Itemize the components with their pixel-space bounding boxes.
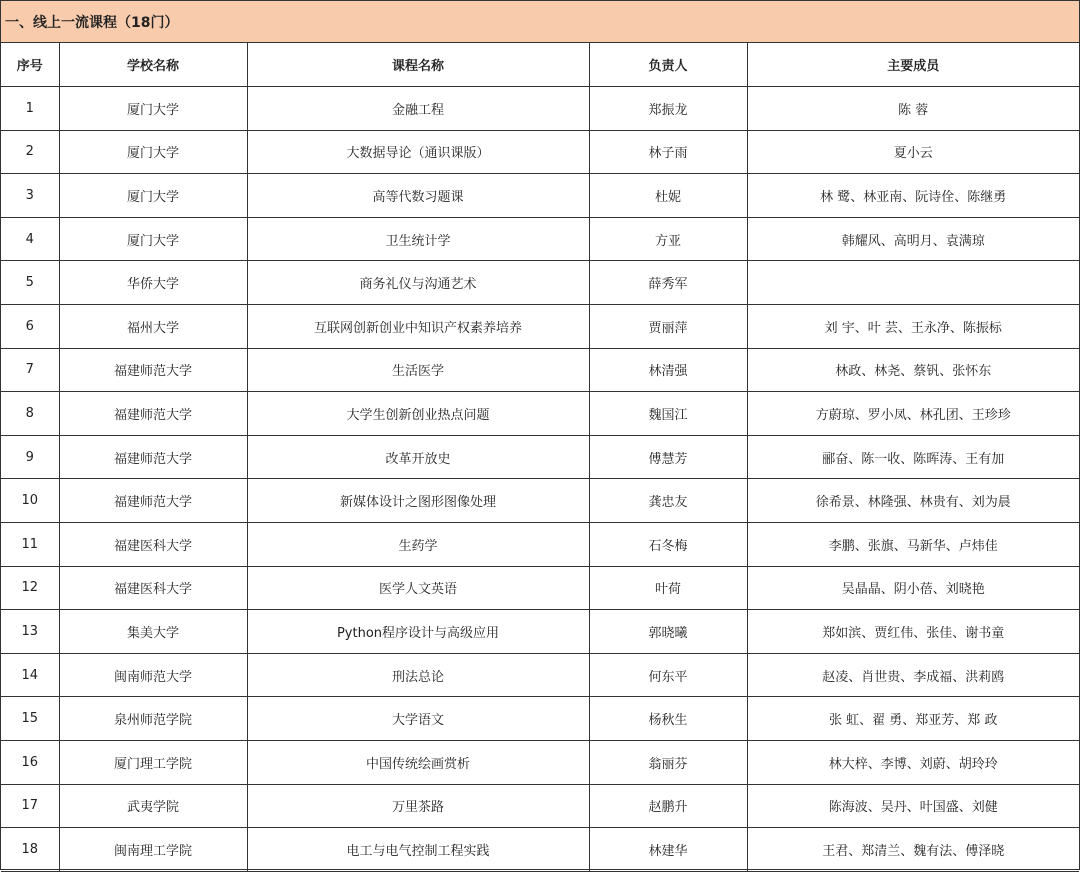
cell-school: 厦门理工学院 bbox=[59, 740, 247, 784]
cell-course: 大数据导论（通识课版） bbox=[247, 130, 589, 174]
cell-lead: 贾丽萍 bbox=[589, 304, 747, 348]
cell-lead: 魏国江 bbox=[589, 392, 747, 436]
cell-school: 福建师范大学 bbox=[59, 392, 247, 436]
cell-index: 10 bbox=[1, 479, 59, 523]
section-title: 一、线上一流课程（18门） bbox=[1, 1, 1079, 43]
header-index: 序号 bbox=[1, 43, 59, 87]
cell-index: 11 bbox=[1, 522, 59, 566]
cell-course: 大学生创新创业热点问题 bbox=[247, 392, 589, 436]
cell-members: 夏小云 bbox=[747, 130, 1079, 174]
cell-index: 1 bbox=[1, 87, 59, 131]
cell-members: 王君、郑清兰、魏有法、傅泽晓 bbox=[747, 828, 1079, 872]
header-course: 课程名称 bbox=[247, 43, 589, 87]
cell-course: 卫生统计学 bbox=[247, 217, 589, 261]
cell-school: 集美大学 bbox=[59, 610, 247, 654]
table-row bbox=[1, 130, 1079, 174]
cell-index: 14 bbox=[1, 653, 59, 697]
cell-course: 新媒体设计之图形图像处理 bbox=[247, 479, 589, 523]
cell-members: 李鹏、张旗、马新华、卢炜佳 bbox=[747, 522, 1079, 566]
table-row bbox=[1, 87, 1079, 131]
cell-lead: 石冬梅 bbox=[589, 522, 747, 566]
cell-index: 16 bbox=[1, 740, 59, 784]
cell-lead: 林清强 bbox=[589, 348, 747, 392]
cell-course: 商务礼仪与沟通艺术 bbox=[247, 261, 589, 305]
cell-lead: 龚忠友 bbox=[589, 479, 747, 523]
cell-school: 武夷学院 bbox=[59, 784, 247, 828]
cell-course: 生活医学 bbox=[247, 348, 589, 392]
cell-school: 厦门大学 bbox=[59, 174, 247, 218]
cell-index: 13 bbox=[1, 610, 59, 654]
cell-members: 赵凌、肖世贵、李成福、洪莉鸥 bbox=[747, 653, 1079, 697]
cell-school: 闽南师范大学 bbox=[59, 653, 247, 697]
table-row bbox=[1, 784, 1079, 828]
cell-course: 大学语文 bbox=[247, 697, 589, 741]
table-body bbox=[1, 87, 1079, 872]
cell-course: 金融工程 bbox=[247, 87, 589, 131]
table-row bbox=[1, 566, 1079, 610]
cell-course: 电工与电气控制工程实践 bbox=[247, 828, 589, 872]
cell-index: 12 bbox=[1, 566, 59, 610]
cell-lead: 方亚 bbox=[589, 217, 747, 261]
cell-lead: 郭晓曦 bbox=[589, 610, 747, 654]
cell-lead: 何东平 bbox=[589, 653, 747, 697]
cell-members: 陈海波、吴丹、叶国盛、刘健 bbox=[747, 784, 1079, 828]
cell-school: 福建医科大学 bbox=[59, 566, 247, 610]
cell-course: 互联网创新创业中知识产权素养培养 bbox=[247, 304, 589, 348]
cell-school: 福建师范大学 bbox=[59, 479, 247, 523]
table-row bbox=[1, 610, 1079, 654]
cell-members: 刘 宇、叶 芸、王永净、陈振标 bbox=[747, 304, 1079, 348]
cell-index: 7 bbox=[1, 348, 59, 392]
cell-lead: 林建华 bbox=[589, 828, 747, 872]
table-row bbox=[1, 435, 1079, 479]
cell-school: 厦门大学 bbox=[59, 87, 247, 131]
cell-members: 方蔚琼、罗小凤、林孔团、王珍珍 bbox=[747, 392, 1079, 436]
cell-school: 华侨大学 bbox=[59, 261, 247, 305]
table-row bbox=[1, 828, 1079, 872]
cell-index: 6 bbox=[1, 304, 59, 348]
table-row bbox=[1, 261, 1079, 305]
cell-course: 医学人文英语 bbox=[247, 566, 589, 610]
header-school: 学校名称 bbox=[59, 43, 247, 87]
cell-school: 福建师范大学 bbox=[59, 348, 247, 392]
table-row bbox=[1, 697, 1079, 741]
cell-lead: 叶荷 bbox=[589, 566, 747, 610]
cell-members: 林 鹭、林亚南、阮诗佺、陈继勇 bbox=[747, 174, 1079, 218]
cell-members: 韩耀风、高明月、袁满琼 bbox=[747, 217, 1079, 261]
table-row bbox=[1, 304, 1079, 348]
cell-lead: 傅慧芳 bbox=[589, 435, 747, 479]
cell-members: 陈 蓉 bbox=[747, 87, 1079, 131]
cell-course: 万里茶路 bbox=[247, 784, 589, 828]
cell-index: 4 bbox=[1, 217, 59, 261]
cell-school: 福建医科大学 bbox=[59, 522, 247, 566]
table-row bbox=[1, 740, 1079, 784]
cell-index: 15 bbox=[1, 697, 59, 741]
cell-school: 福州大学 bbox=[59, 304, 247, 348]
cell-course: 生药学 bbox=[247, 522, 589, 566]
header-members: 主要成员 bbox=[747, 43, 1079, 87]
table-row bbox=[1, 174, 1079, 218]
cell-members bbox=[747, 261, 1079, 305]
cell-index: 8 bbox=[1, 392, 59, 436]
table-row bbox=[1, 217, 1079, 261]
cell-members: 郑如滨、贾红伟、张佳、谢书童 bbox=[747, 610, 1079, 654]
cell-course: 改革开放史 bbox=[247, 435, 589, 479]
cell-school: 福建师范大学 bbox=[59, 435, 247, 479]
cell-lead: 杜妮 bbox=[589, 174, 747, 218]
cell-course: Python程序设计与高级应用 bbox=[247, 610, 589, 654]
cell-members: 吴晶晶、阴小蓓、刘晓艳 bbox=[747, 566, 1079, 610]
cell-school: 厦门大学 bbox=[59, 130, 247, 174]
cell-index: 18 bbox=[1, 828, 59, 872]
table-row bbox=[1, 522, 1079, 566]
cell-lead: 赵鹏升 bbox=[589, 784, 747, 828]
cell-index: 3 bbox=[1, 174, 59, 218]
cell-index: 9 bbox=[1, 435, 59, 479]
table-row bbox=[1, 479, 1079, 523]
cell-members: 林大梓、李博、刘蔚、胡玲玲 bbox=[747, 740, 1079, 784]
cell-members: 徐希景、林隆强、林贵有、刘为晨 bbox=[747, 479, 1079, 523]
cell-lead: 薛秀军 bbox=[589, 261, 747, 305]
cell-course: 高等代数习题课 bbox=[247, 174, 589, 218]
cell-school: 泉州师范学院 bbox=[59, 697, 247, 741]
cell-school: 厦门大学 bbox=[59, 217, 247, 261]
cell-lead: 郑振龙 bbox=[589, 87, 747, 131]
cell-index: 2 bbox=[1, 130, 59, 174]
table-row bbox=[1, 653, 1079, 697]
table-row bbox=[1, 348, 1079, 392]
table-header-row bbox=[1, 43, 1079, 87]
cell-lead: 翁丽芬 bbox=[589, 740, 747, 784]
header-lead: 负责人 bbox=[589, 43, 747, 87]
cell-members: 郦奋、陈一收、陈晖涛、王有加 bbox=[747, 435, 1079, 479]
cell-members: 张 虹、翟 勇、郑亚芳、郑 政 bbox=[747, 697, 1079, 741]
course-table bbox=[1, 43, 1079, 872]
cell-course: 中国传统绘画赏析 bbox=[247, 740, 589, 784]
cell-index: 5 bbox=[1, 261, 59, 305]
cell-lead: 林子雨 bbox=[589, 130, 747, 174]
cell-lead: 杨秋生 bbox=[589, 697, 747, 741]
table-row bbox=[1, 392, 1079, 436]
cell-school: 闽南理工学院 bbox=[59, 828, 247, 872]
cell-members: 林政、林尧、蔡钒、张怀东 bbox=[747, 348, 1079, 392]
cell-course: 刑法总论 bbox=[247, 653, 589, 697]
cell-index: 17 bbox=[1, 784, 59, 828]
